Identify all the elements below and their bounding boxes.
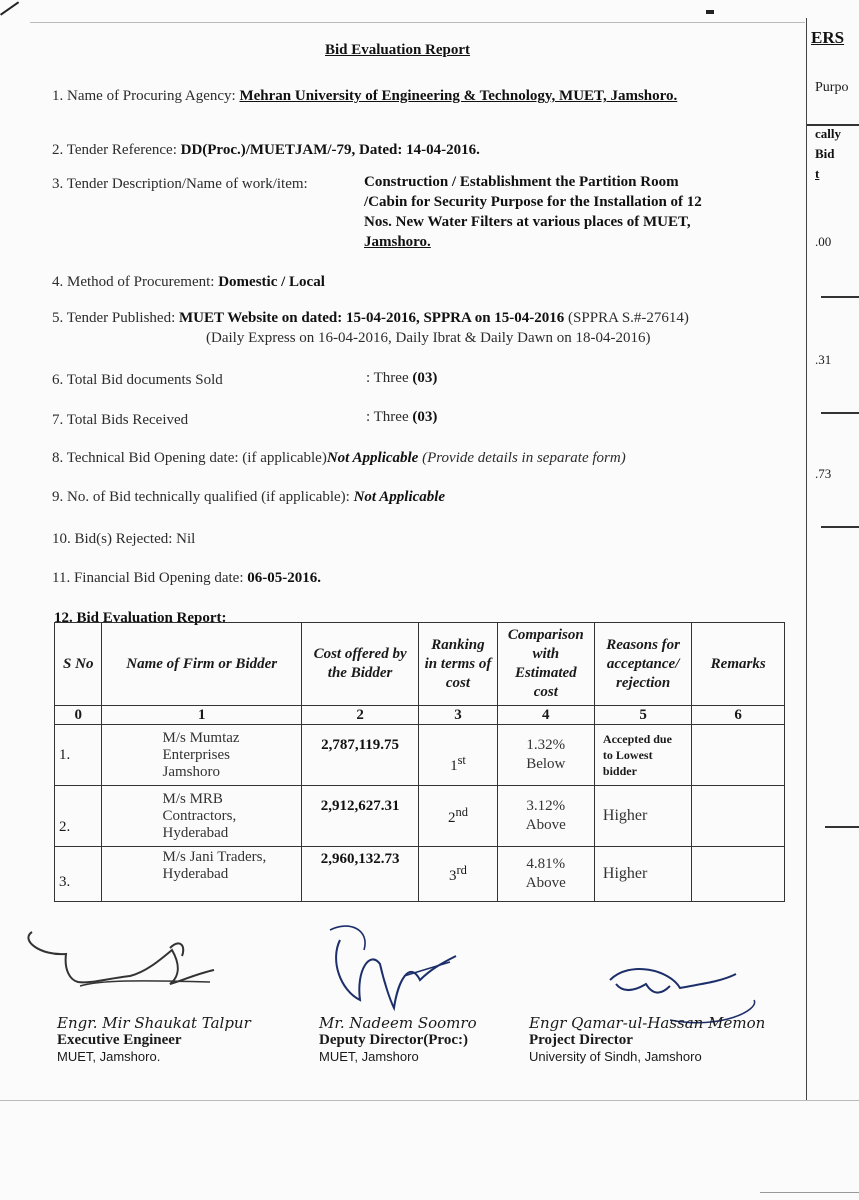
field-value: Nil [176, 531, 196, 547]
strip-text: Bid [815, 146, 835, 161]
field-value: MUET Website on dated: 15-04-2016, SPPRA on 15-04-2016 [179, 310, 565, 326]
item-tender-description-value [364, 172, 702, 252]
field-note: (Provide details in separate form) [422, 450, 626, 466]
firm-line: M/s MRB [162, 790, 223, 807]
item-docs-sold-value [366, 370, 437, 387]
scan-mark [706, 10, 714, 14]
reason-line: Accepted due [602, 732, 672, 746]
rank-value: 1 [450, 758, 458, 774]
item-published [52, 310, 689, 327]
rank-cell [419, 847, 497, 902]
bottom-rule [0, 1100, 859, 1101]
field-value: Not Applicable [326, 450, 419, 466]
table-header-row [55, 623, 785, 706]
strip-text: .31 [815, 352, 832, 367]
field-label: 4. Method of Procurement: [52, 274, 215, 290]
header-cell: Ranking in terms of cost [419, 623, 497, 706]
signatory-title: Deputy Director(Proc:) [319, 1032, 468, 1048]
item-rejected [52, 531, 195, 548]
firm-cell [102, 786, 301, 847]
strip-text: t [815, 166, 820, 181]
table-row [55, 725, 785, 786]
top-rule [30, 22, 805, 23]
reason-cell: Higher [594, 847, 691, 902]
header-cell: S No [55, 623, 102, 706]
signatory-org: MUET, Jamshoro. [57, 1049, 161, 1064]
rank-cell [419, 786, 497, 847]
signatory-title: Project Director [529, 1032, 633, 1048]
item-published-line2: (Daily Express on 16-04-2016, Daily Ibrat & Daily Dawn on 18-04-2016) [206, 330, 651, 346]
strip-text: .73 [815, 466, 832, 481]
rank-suffix: st [457, 753, 466, 767]
field-label: 11. Financial Bid Opening date: [52, 570, 244, 586]
column-number: 5 [594, 706, 691, 725]
cost-cell: 2,787,119.75 [301, 725, 418, 786]
column-number: 3 [419, 706, 497, 725]
strip-text: ERS [811, 28, 845, 47]
item-financial-opening [52, 570, 321, 587]
header-cell: Name of Firm or Bidder [102, 623, 301, 706]
signatory-name: Mr. Nadeem Soomro [319, 1014, 477, 1032]
firm-cell [102, 725, 301, 786]
remarks-cell [692, 847, 785, 902]
report-title: Bid Evaluation Report [325, 42, 471, 58]
field-ref: (SPPRA S.#-27614) [568, 310, 689, 326]
column-number: 6 [692, 706, 785, 725]
header-cell: Comparison with Estimated cost [497, 623, 594, 706]
firm-line: Enterprises [162, 746, 230, 763]
item-tender-reference [52, 142, 480, 159]
description-line: Construction / Establishment the Partition Room [364, 174, 679, 190]
remarks-cell [692, 725, 785, 786]
remarks-cell [692, 786, 785, 847]
reason-cell: Higher [594, 786, 691, 847]
table-row [55, 786, 785, 847]
rank-value: 3 [449, 868, 457, 884]
comparison-cell [497, 847, 594, 902]
adjacent-page-strip [806, 18, 859, 1100]
strip-rule [821, 526, 859, 528]
sno-cell: 1. [55, 725, 102, 786]
signatory-2 [319, 1014, 477, 1064]
field-label: 10. Bid(s) Rejected: [52, 531, 173, 547]
sno-cell: 2. [55, 786, 102, 847]
field-value: 06-05-2016. [247, 570, 321, 586]
field-value: Mehran University of Engineering & Technology, MUET, Jamshoro. [239, 88, 678, 104]
item-tender-description-label: 3. Tender Description/Name of work/item: [52, 176, 308, 192]
value-count: (03) [412, 409, 438, 425]
comparison-cell [497, 725, 594, 786]
item-bids-received-label: 7. Total Bids Received [52, 412, 189, 428]
scan-mark [0, 1, 19, 15]
item-technically-qualified [52, 489, 445, 506]
sno-cell: 3. [55, 847, 102, 902]
field-value: Domestic / Local [218, 274, 325, 290]
strip-rule [821, 296, 859, 298]
field-value: Not Applicable [353, 489, 446, 505]
comparison-direction: Above [525, 817, 566, 833]
strip-text: .00 [815, 234, 832, 249]
item-bids-received-value [366, 409, 437, 426]
signatory-org: University of Sindh, Jamshoro [529, 1049, 702, 1064]
rank-value: 2 [447, 810, 456, 826]
signatory-name: Engr. Mir Shaukat Talpur [57, 1014, 251, 1032]
cost-cell: 2,912,627.31 [301, 786, 418, 847]
signatory-name: Engr Qamar-ul-Hassan Memon [529, 1014, 766, 1032]
firm-line: M/s Jani Traders, [162, 849, 267, 865]
strip-text: cally [815, 126, 841, 141]
firm-line: Jamshoro [162, 763, 220, 780]
field-label: 5. Tender Published: [52, 310, 176, 326]
reason-cell [594, 725, 691, 786]
description-line: Nos. New Water Filters at various places of MUET, [364, 214, 691, 230]
value-count: (03) [412, 370, 438, 386]
column-number: 0 [55, 706, 102, 725]
header-cell: Cost offered by the Bidder [301, 623, 418, 706]
reason-line: to Lowest [602, 748, 653, 762]
signature-2-scribble [320, 920, 470, 1020]
cost-cell: 2,960,132.73 [301, 847, 418, 902]
column-number: 1 [102, 706, 301, 725]
value-text: : Three [366, 409, 409, 425]
field-label: 1. Name of Procuring Agency: [52, 88, 236, 104]
comparison-percent: 1.32% [526, 737, 566, 753]
header-cell: Remarks [692, 623, 785, 706]
table-row [55, 847, 785, 902]
header-cell: Reasons for acceptance/ rejection [594, 623, 691, 706]
item-procuring-agency [52, 88, 677, 105]
comparison-direction: Above [525, 875, 566, 891]
description-line: /Cabin for Security Purpose for the Installation of 12 [364, 194, 702, 210]
evaluation-heading: 12. Bid Evaluation Report: [54, 610, 227, 626]
field-label: 2. Tender Reference: [52, 142, 177, 158]
signatory-org: MUET, Jamshoro [319, 1049, 419, 1064]
item-technical-opening [52, 450, 626, 467]
signatory-3 [529, 1014, 765, 1064]
strip-rule [821, 412, 859, 414]
item-docs-sold-label: 6. Total Bid documents Sold [52, 372, 223, 388]
description-line: Jamshoro. [364, 234, 431, 250]
rank-suffix: rd [456, 863, 467, 877]
firm-line: Contractors, [162, 807, 237, 824]
strip-text: Purpo [815, 80, 849, 95]
firm-line: M/s Mumtaz [162, 729, 240, 746]
field-label: 8. Technical Bid Opening date: (if applicable) [52, 450, 327, 466]
firm-line: Hyderabad [162, 866, 229, 882]
signature-1-scribble [20, 920, 240, 1020]
firm-cell [102, 847, 301, 902]
firm-line: Hyderabad [162, 824, 229, 841]
comparison-percent: 4.81% [526, 856, 566, 872]
table-number-row [55, 706, 785, 725]
field-value: DD(Proc.)/MUETJAM/-79, Dated: 14-04-2016. [180, 142, 480, 158]
comparison-percent: 3.12% [526, 798, 566, 814]
column-number: 4 [497, 706, 594, 725]
comparison-direction: Below [526, 756, 566, 772]
value-text: : Three [366, 370, 409, 386]
item-method [52, 274, 325, 291]
field-label: 9. No. of Bid technically qualified (if applicable): [52, 489, 350, 505]
bid-evaluation-table [54, 622, 785, 902]
reason-line: bidder [602, 764, 637, 778]
signatory-1 [57, 1014, 251, 1064]
bottom-rule [760, 1192, 859, 1193]
strip-rule [825, 826, 859, 828]
signatory-title: Executive Engineer [57, 1032, 182, 1048]
comparison-cell [497, 786, 594, 847]
rank-cell [419, 725, 497, 786]
column-number: 2 [301, 706, 418, 725]
rank-suffix: nd [455, 805, 468, 819]
